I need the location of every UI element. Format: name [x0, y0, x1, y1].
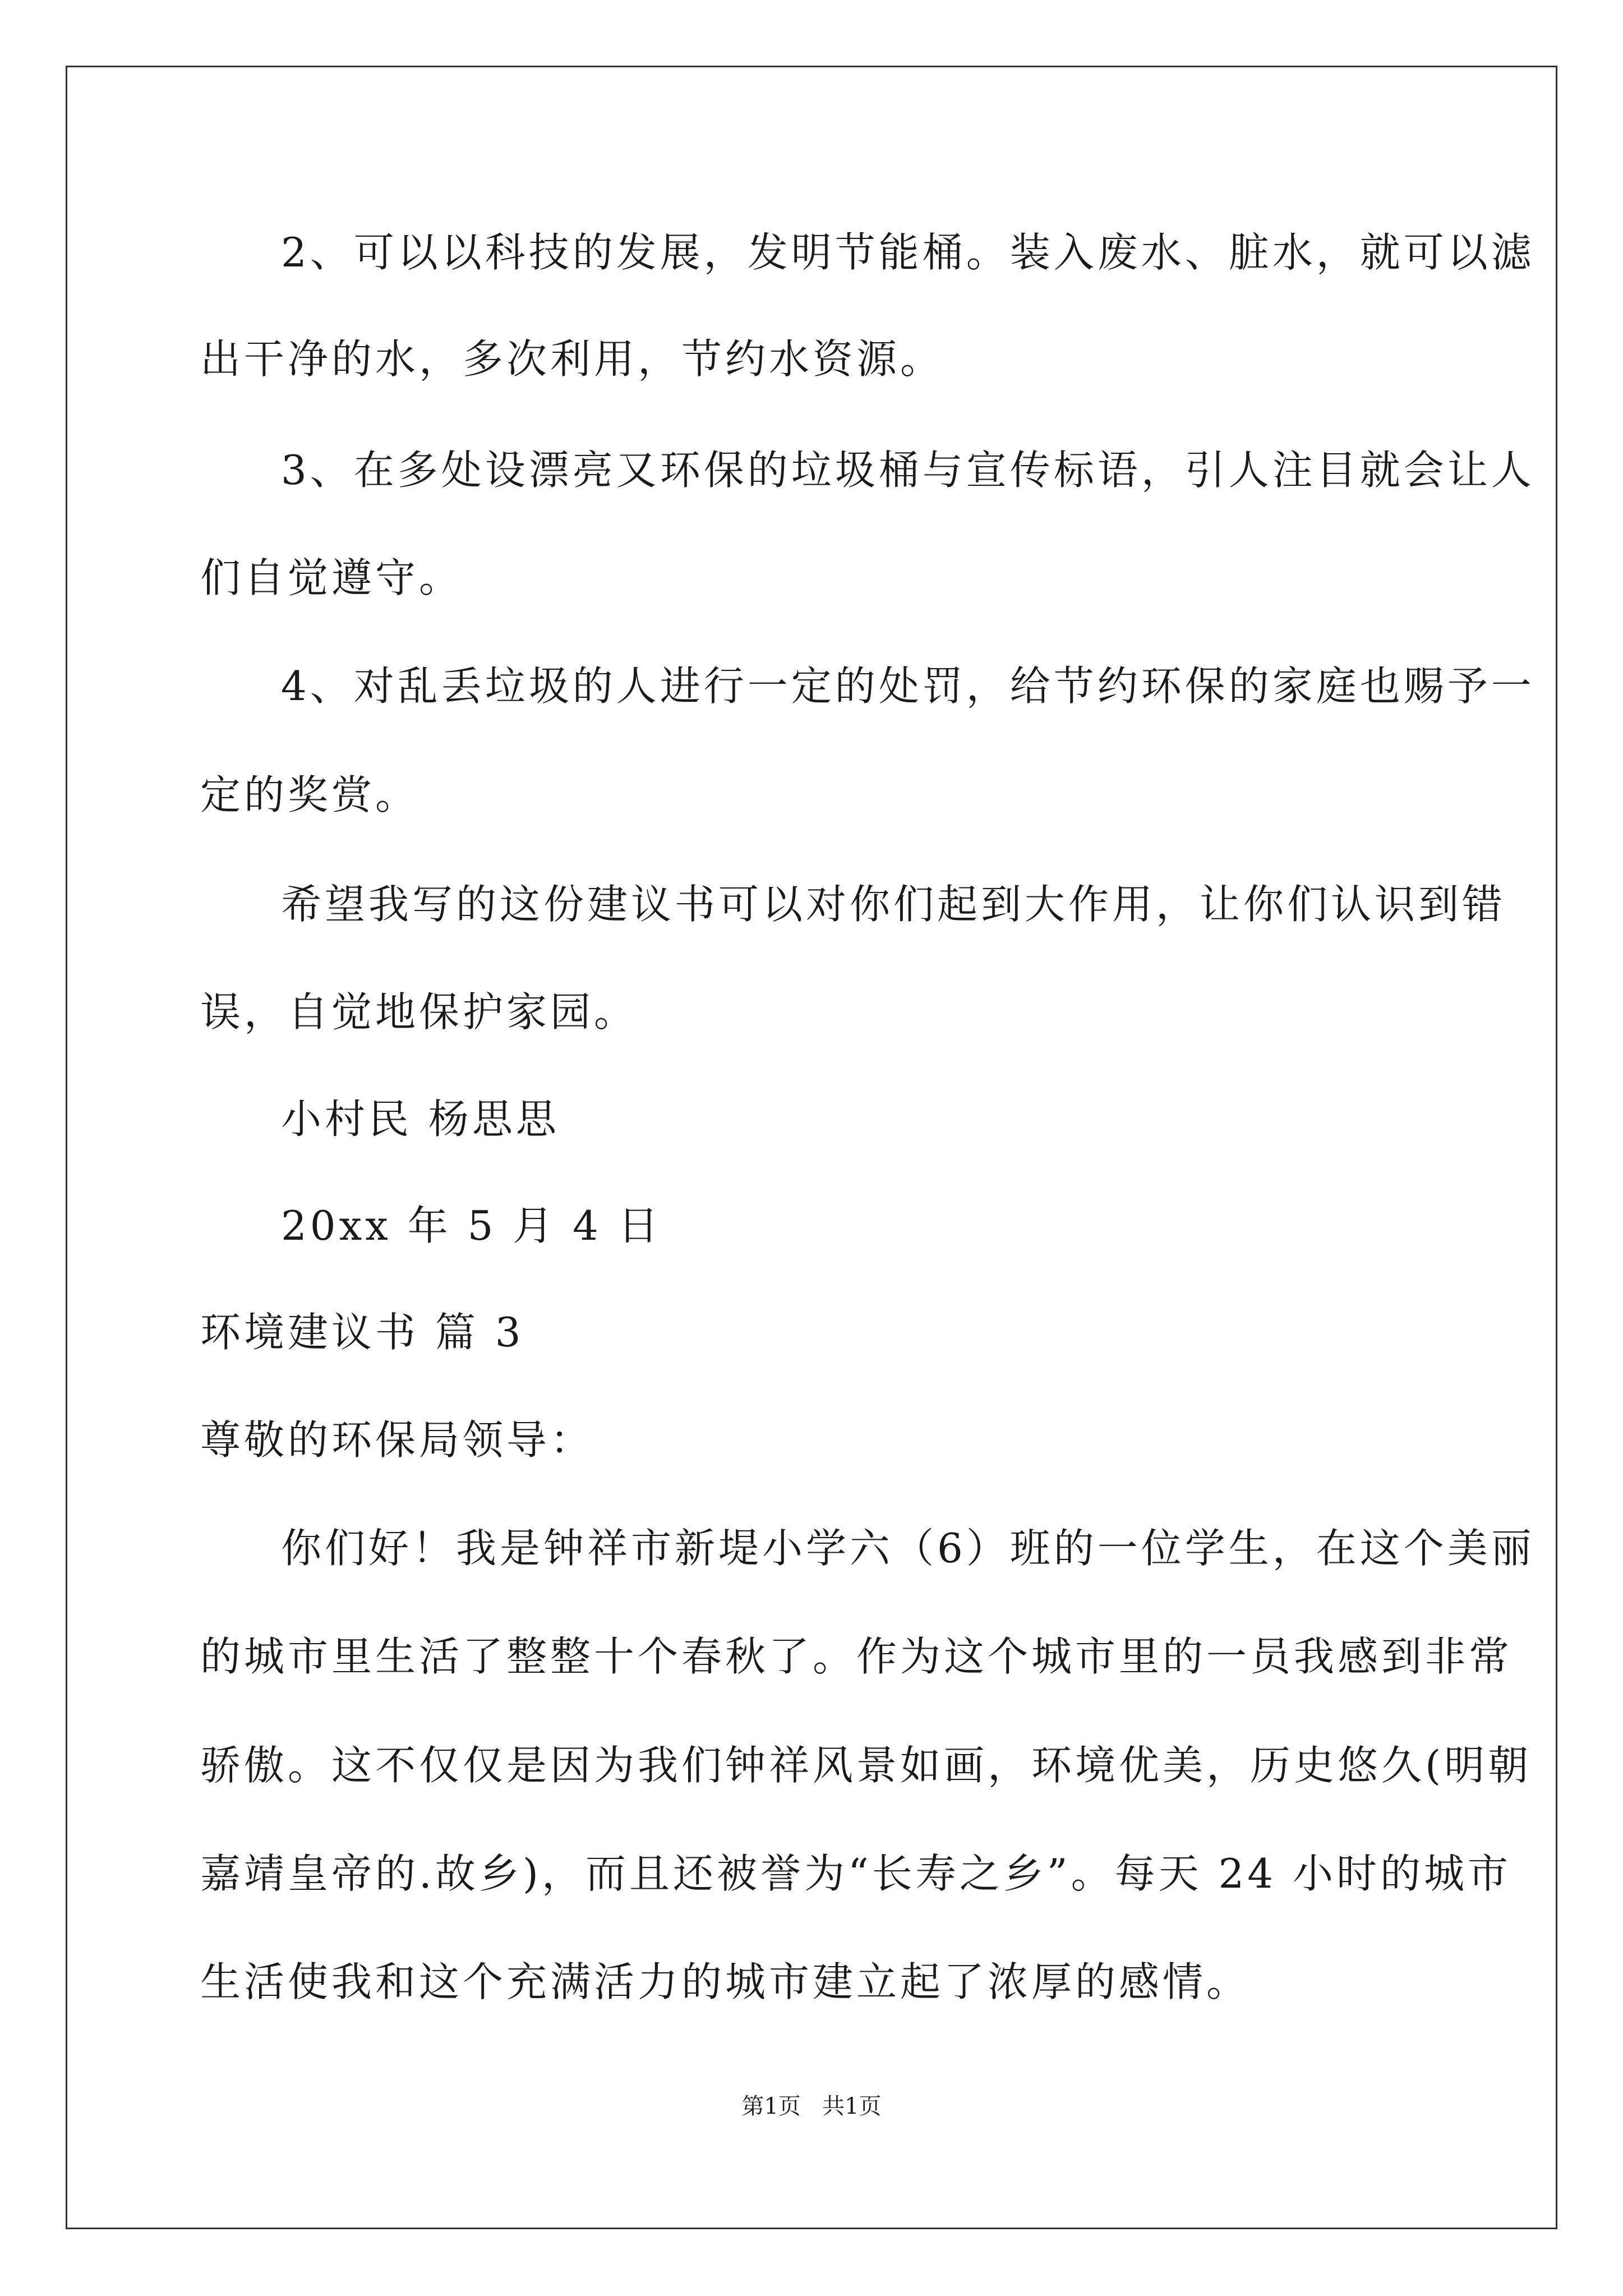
paragraph-line: 误，自觉地保护家园。 [200, 988, 638, 1036]
paragraph-line: 的城市里生活了整整十个春秋了。作为这个城市里的一员我感到非常 [200, 1633, 1513, 1680]
paragraph-line: 们自觉遵守。 [200, 554, 463, 601]
paragraph-line: 出干净的水，多次利用，节约水资源。 [200, 335, 944, 383]
salutation: 尊敬的环保局领导： [200, 1416, 594, 1464]
paragraph-line: 4、对乱丢垃圾的人进行一定的处罚，给节约环保的家庭也赐予一 [281, 662, 1535, 710]
paragraph-line: 2、可以以科技的发展，发明节能桶。装入废水、脏水，就可以滤 [281, 229, 1535, 276]
paragraph-line: 生活使我和这个充满活力的城市建立起了浓厚的感情。 [200, 1958, 1251, 2005]
signature-date: 20xx 年 5 月 4 日 [281, 1202, 662, 1249]
paragraph-line: 骄傲。这不仅仅是因为我们钟祥风景如画，环境优美，历史悠久(明朝 [200, 1742, 1532, 1789]
paragraph-line: 希望我写的这份建议书可以对你们起到大作用，让你们认识到错 [281, 881, 1506, 928]
paragraph-line: 定的奖赏。 [200, 771, 419, 818]
signature-name: 小村民 杨思思 [281, 1096, 560, 1143]
paragraph-line: 嘉靖皇帝的.故乡)，而且还被誉为“长寿之乡”。每天 24 小时的城市 [200, 1850, 1511, 1897]
page-border [66, 66, 1557, 2229]
section-heading: 环境建议书 篇 3 [200, 1309, 524, 1356]
page-footer: 第1页 共1页 [741, 2093, 882, 2119]
paragraph-line: 3、在多处设漂亮又环保的垃圾桶与宣传标语，引人注目就会让人 [281, 447, 1535, 494]
paragraph-line: 你们好！我是钟祥市新堤小学六（6）班的一位学生，在这个美丽 [281, 1525, 1535, 1572]
